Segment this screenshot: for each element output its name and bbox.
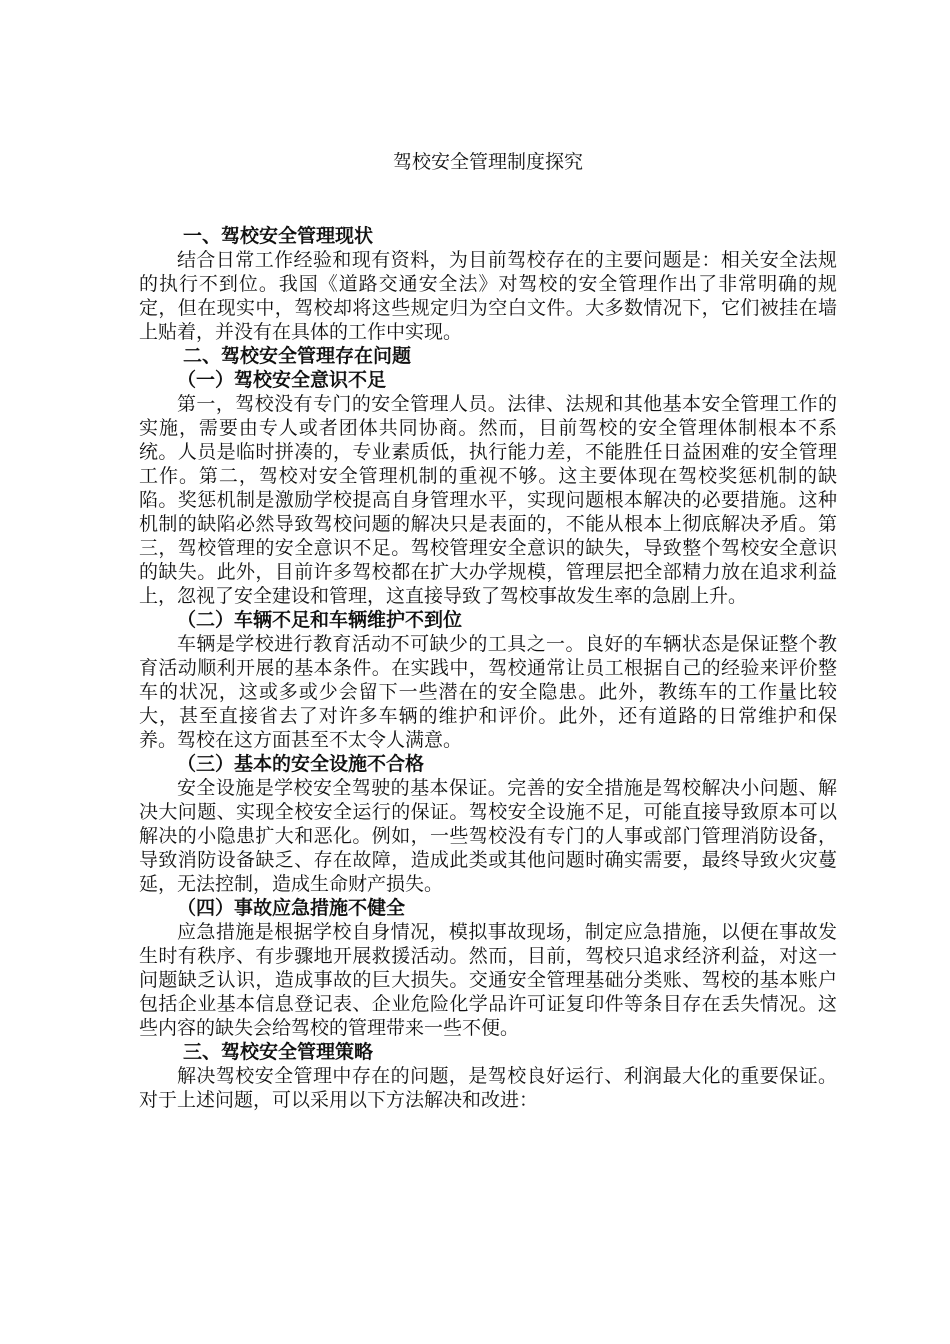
section-heading: 一、驾校安全管理现状 [183, 225, 374, 247]
paragraph: 应急措施是根据学校自身情况，模拟事故现场，制定应急措施，以便在事故发生时有秩序、有步骤地开展救援活动。然而，目前，驾校只追求经济利益，对这一问题缺乏认识，造成事故的巨大损失。交通安全管理基础分类账、驾校的基本账户包括企业基本信息登记表、企业危险化学品许可证复印件等条目存在丢失情况。这些内容的缺失会给驾校的管理带来一些不便。 [139, 921, 837, 1039]
paragraph: 车辆是学校进行教育活动不可缺少的工具之一。良好的车辆状态是保证整个教育活动顺利开展的基本条件。在实践中，驾校通常让员工根据自己的经验来评价整车的状况，这或多或少会留下一些潜在的安全隐患。此外，教练车的工作量比较大，甚至直接省去了对许多车辆的维护和评价。此外，还有道路的日常维护和保养。驾校在这方面甚至不太令人满意。 [139, 633, 837, 751]
subsection-heading: （一）驾校安全意识不足 [177, 369, 387, 391]
paragraph: 结合日常工作经验和现有资料，为目前驾校存在的主要问题是：相关安全法规的执行不到位。我国《道路交通安全法》对驾校的安全管理作出了非常明确的规定，但在现实中，驾校却将这些规定归为空白文件。大多数情况下，它们被挂在墙上贴着，并没有在具体的工作中实现。 [139, 249, 837, 343]
paragraph: 安全设施是学校安全驾驶的基本保证。完善的安全措施是驾校解决小问题、解决大问题、实现全校安全运行的保证。驾校安全设施不足，可能直接导致原本可以解决的小隐患扩大和恶化。例如，一些驾校没有专门的人事或部门管理消防设备，导致消防设备缺乏、存在故障，造成此类或其他问题时确实需要，最终导致火灾蔓延，无法控制，造成生命财产损失。 [139, 777, 837, 895]
document-title: 驾校安全管理制度探究 [392, 151, 583, 173]
document-body [139, 224, 837, 1112]
paragraph: 第一，驾校没有专门的安全管理人员。法律、法规和其他基本安全管理工作的实施，需要由专人或者团体共同协商。然而，目前驾校的安全管理体制根本不系统。人员是临时拼凑的，专业素质低，执行能力差，不能胜任日益困难的安全管理工作。第二，驾校对安全管理机制的重视不够。这主要体现在驾校奖惩机制的缺陷。奖惩机制是激励学校提高自身管理水平，实现问题根本解决的必要措施。这种机制的缺陷必然导致驾校问题的解决只是表面的，不能从根本上彻底解决矛盾。第三，驾校管理的安全意识不足。驾校管理安全意识的缺失，导致整个驾校安全意识的缺失。此外，目前许多驾校都在扩大办学规模，管理层把全部精力放在追求利益上，忽视了安全建设和管理，这直接导致了驾校事故发生率的急剧上升。 [139, 393, 837, 607]
subsection-heading: （二）车辆不足和车辆维护不到位 [177, 609, 463, 631]
subsection-heading: （四）事故应急措施不健全 [177, 897, 406, 919]
subsection-heading: （三）基本的安全设施不合格 [177, 753, 425, 775]
paragraph: 解决驾校安全管理中存在的问题，是驾校良好运行、利润最大化的重要保证。对于上述问题，可以采用以下方法解决和改进： [139, 1065, 837, 1111]
section-heading: 二、驾校安全管理存在问题 [183, 345, 412, 367]
section-heading: 三、驾校安全管理策略 [183, 1041, 374, 1063]
